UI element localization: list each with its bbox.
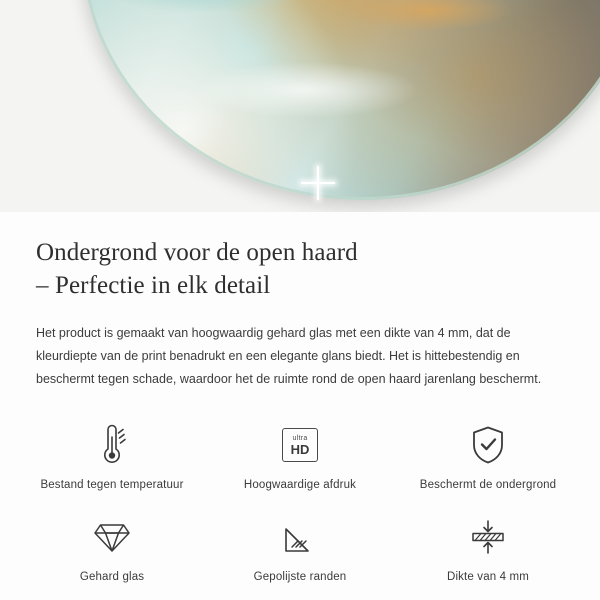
feature-label: Hoogwaardige afdruk xyxy=(243,479,357,492)
ultra-hd-badge-top: ultra xyxy=(292,434,308,442)
feature-label: Bestand tegen temperatuur xyxy=(40,479,184,492)
feature-label: Dikte van 4 mm xyxy=(447,571,529,584)
shield-check-icon xyxy=(470,423,506,467)
feature-item-polished-edges xyxy=(206,509,394,587)
hero-image xyxy=(0,0,600,212)
feature-label: Beschermt de ondergrond xyxy=(419,479,557,492)
text-content xyxy=(0,212,600,391)
headline-line-2: – Perfectie in elk detail xyxy=(36,272,271,299)
feature-item-temperature xyxy=(18,417,206,495)
headline-line-1: Ondergrond voor de open haard xyxy=(36,239,358,266)
thermometer-icon xyxy=(95,423,129,467)
round-glass-panel-image xyxy=(82,0,600,200)
body-paragraph: Het product is gemaakt van hoogwaardig gehard glas met een dikte van 4 mm, dat de kleurdiepte van de print benadrukt en een elegante glans biedt. Het is hittebestendig en beschermt tegen schade, waardoor het de ruimte rond de open haard jarenlang beschermt. xyxy=(36,326,542,387)
feature-label: Gehard glas xyxy=(79,571,145,584)
page-title xyxy=(36,236,564,302)
feature-label: Gepolijste randen xyxy=(253,571,347,584)
ultra-hd-badge-bottom: HD xyxy=(290,441,310,457)
thickness-4mm-icon xyxy=(468,515,508,559)
diamond-icon xyxy=(92,515,132,559)
ultra-hd-icon xyxy=(282,423,318,467)
feature-item-surface-protection xyxy=(394,417,582,495)
feature-item-tempered-glass xyxy=(18,509,206,587)
feature-item-thickness xyxy=(394,509,582,587)
feature-item-print-quality xyxy=(206,417,394,495)
feature-grid xyxy=(0,417,600,587)
polished-edges-icon xyxy=(282,515,318,559)
